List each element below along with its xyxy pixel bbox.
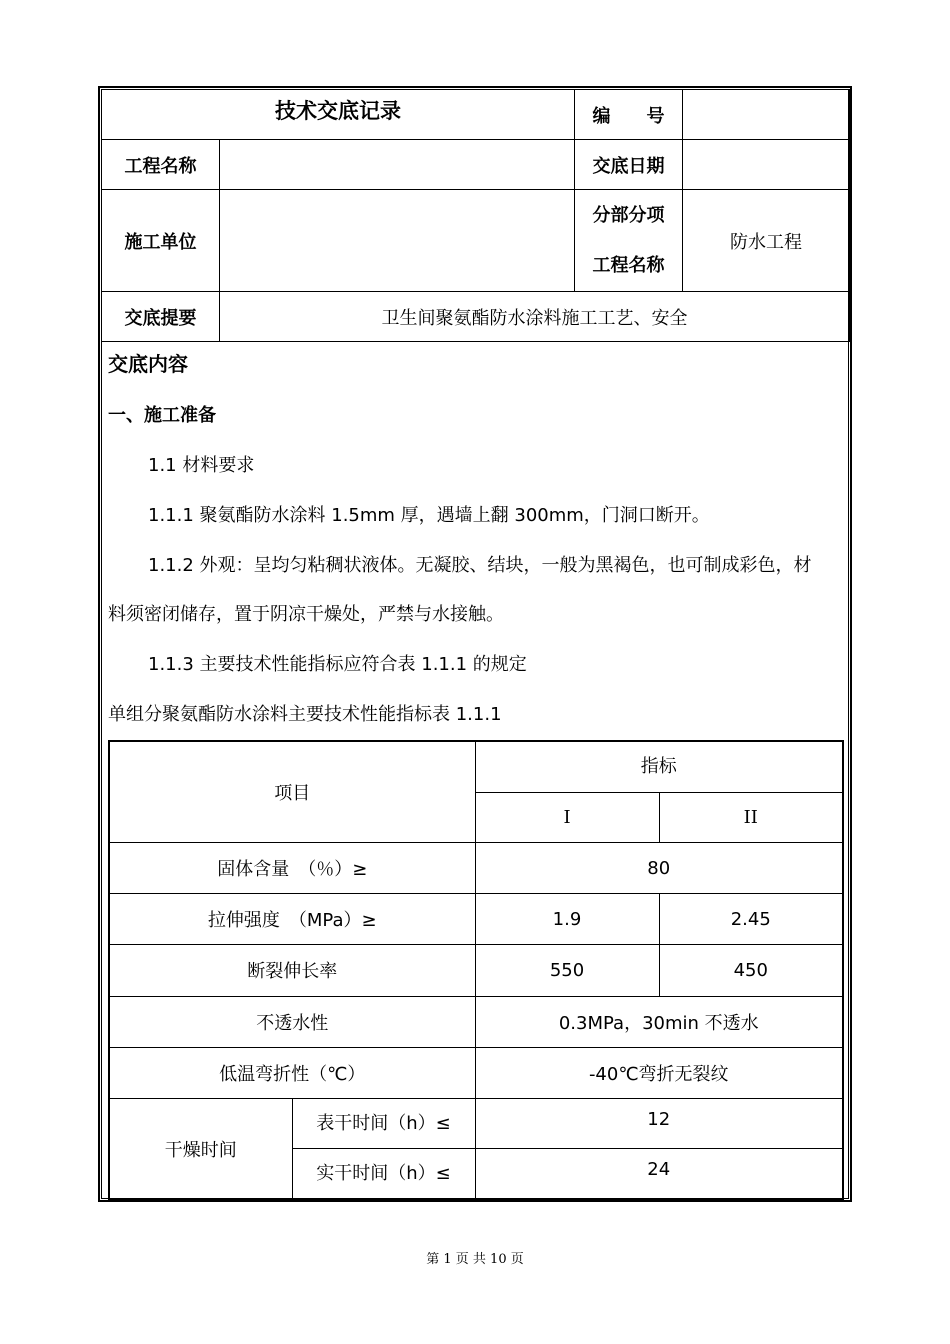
subproject-label-line1: 分部分项	[592, 204, 665, 226]
low-temp-flex-value: -40℃弯折无裂纹	[475, 1047, 843, 1098]
hard-dry-value: 24	[475, 1149, 843, 1199]
date-value	[683, 140, 850, 190]
content-heading: 交底内容	[108, 352, 188, 376]
elongation-grade2: 450	[659, 945, 843, 996]
subproject-label	[575, 190, 683, 292]
drying-time-label: 干燥时间	[109, 1099, 292, 1199]
paragraph-1-1-2-line1: 1.1.2 外观：呈均匀粘稠状液体。无凝胶、结块，一般为黑褐色，也可制成彩色，材	[148, 555, 812, 576]
paragraph-1-1-3: 1.1.3 主要技术性能指标应符合表 1.1.1 的规定	[148, 654, 527, 675]
project-name-value	[220, 140, 575, 190]
paragraph-1-1-2-line2: 料须密闭储存，置于阴凉干燥处，严禁与水接触。	[108, 604, 504, 625]
table-caption: 单组分聚氨酯防水涂料主要技术性能指标表 1.1.1	[108, 704, 502, 725]
record-header-table	[101, 89, 850, 342]
tensile-strength-grade2: 2.45	[659, 894, 843, 945]
page-number: 第 1 页 共 10 页	[426, 1252, 524, 1267]
subproject-label-line2: 工程名称	[592, 254, 665, 276]
summary-label: 交底提要	[102, 292, 220, 342]
date-label: 交底日期	[575, 140, 683, 190]
section-heading-preparation: 一、施工准备	[108, 405, 216, 426]
impermeability-value: 0.3MPa，30min 不透水	[475, 996, 843, 1047]
hard-dry-label: 实干时间（h）≤	[292, 1149, 475, 1199]
project-name-label: 工程名称	[102, 140, 220, 190]
unit-value	[220, 190, 575, 292]
surface-dry-value: 12	[475, 1099, 843, 1149]
elongation-grade1: 550	[475, 945, 659, 996]
solid-content-value: 80	[475, 842, 843, 893]
surface-dry-label: 表干时间（h）≤	[292, 1099, 475, 1149]
number-value	[683, 90, 850, 140]
paragraph-material-requirements: 1.1 材料要求	[148, 455, 255, 476]
number-label: 编 号	[575, 90, 683, 140]
grade-1-header: I	[475, 792, 659, 842]
grade-2-header: II	[659, 792, 843, 842]
record-title: 技术交底记录	[102, 90, 575, 140]
paragraph-1-1-1: 1.1.1 聚氨酯防水涂料 1.5mm 厚，遇墙上翻 300mm，门洞口断开。	[148, 505, 710, 526]
low-temp-flex-label: 低温弯折性（℃）	[109, 1047, 475, 1098]
summary-value: 卫生间聚氨酯防水涂料施工工艺、安全	[220, 292, 850, 342]
subproject-value: 防水工程	[683, 190, 850, 292]
tensile-strength-grade1: 1.9	[475, 894, 659, 945]
index-header: 指标	[475, 741, 843, 792]
spec-table	[108, 740, 844, 1200]
solid-content-label: 固体含量 （％）≥	[109, 842, 475, 893]
item-header: 项目	[109, 741, 475, 842]
tensile-strength-label: 拉伸强度 （MPa）≥	[109, 894, 475, 945]
elongation-label: 断裂伸长率	[109, 945, 475, 996]
unit-label: 施工单位	[102, 190, 220, 292]
impermeability-label: 不透水性	[109, 996, 475, 1047]
